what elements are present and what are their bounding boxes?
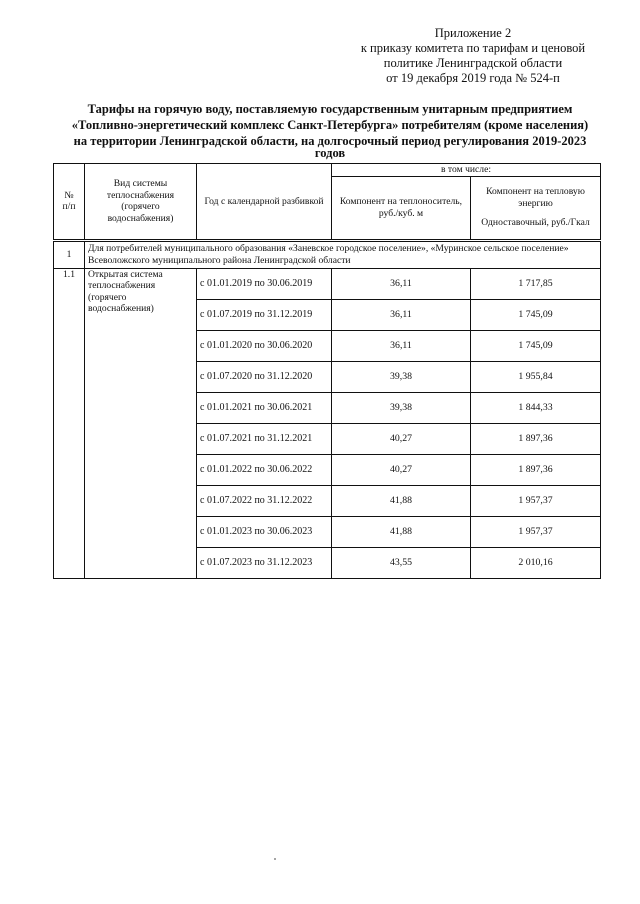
header-energy-label: Компонент на тепловую энергию xyxy=(486,186,585,209)
header-component-energy xyxy=(471,176,601,240)
header-num-line: п/п xyxy=(62,201,76,213)
period-cell: с 01.01.2023 по 30.06.2023 xyxy=(197,516,332,547)
energy-cell: 1 897,36 xyxy=(471,454,601,485)
period-cell: с 01.07.2021 по 31.12.2021 xyxy=(197,423,332,454)
carrier-cell: 36,11 xyxy=(332,268,471,299)
energy-cell: 1 897,36 xyxy=(471,423,601,454)
energy-cell: 1 957,37 xyxy=(471,485,601,516)
tariff-table xyxy=(53,163,601,579)
period-cell: с 01.01.2022 по 30.06.2022 xyxy=(197,454,332,485)
period-cell: с 01.01.2020 по 30.06.2020 xyxy=(197,330,332,361)
table-row xyxy=(54,268,601,299)
appendix-line: от 19 декабря 2019 года № 524-п xyxy=(386,71,560,85)
carrier-cell: 41,88 xyxy=(332,516,471,547)
group-row xyxy=(54,240,601,268)
period-cell: с 01.01.2021 по 30.06.2021 xyxy=(197,392,332,423)
carrier-cell: 36,11 xyxy=(332,330,471,361)
carrier-cell: 40,27 xyxy=(332,454,471,485)
carrier-cell: 39,38 xyxy=(332,361,471,392)
carrier-cell: 41,88 xyxy=(332,485,471,516)
energy-cell: 1 957,37 xyxy=(471,516,601,547)
header-num xyxy=(54,164,85,241)
energy-cell: 1 844,33 xyxy=(471,392,601,423)
energy-cell: 1 745,09 xyxy=(471,299,601,330)
document-title xyxy=(52,101,608,158)
header-including: в том числе: xyxy=(332,164,601,177)
carrier-cell: 39,38 xyxy=(332,392,471,423)
group-description: Для потребителей муниципального образования «Заневское городское поселение», «Муринское сельское поселение» Всеволожского муниципального района Ленинградской области xyxy=(85,240,601,268)
period-cell: с 01.07.2019 по 31.12.2019 xyxy=(197,299,332,330)
header-single-rate: Одноставочный, руб./Гкал xyxy=(481,217,590,229)
title-line: «Топливно-энергетический комплекс Санкт-Петербурга» потребителям (кроме населения) xyxy=(71,118,589,132)
subgroup-system: Открытая система теплоснабжения (горячего водоснабжения) xyxy=(85,268,197,578)
title-line: на территории Ленинградской области, на долгосрочный период регулирования 2019-2023 xyxy=(73,134,587,148)
title-line: годов xyxy=(314,146,346,160)
appendix-header xyxy=(348,26,598,86)
carrier-cell: 36,11 xyxy=(332,299,471,330)
subgroup-num: 1.1 xyxy=(54,268,85,578)
period-cell: с 01.07.2023 по 31.12.2023 xyxy=(197,547,332,578)
header-num-line: № xyxy=(64,189,74,201)
carrier-cell: 40,27 xyxy=(332,423,471,454)
appendix-line: политике Ленинградской области xyxy=(383,56,563,70)
period-cell: с 01.01.2019 по 30.06.2019 xyxy=(197,268,332,299)
period-cell: с 01.07.2022 по 31.12.2022 xyxy=(197,485,332,516)
energy-cell: 1 955,84 xyxy=(471,361,601,392)
energy-cell: 2 010,16 xyxy=(471,547,601,578)
title-line: Тарифы на горячую воду, поставляемую государственным унитарным предприятием xyxy=(87,102,573,116)
group-num: 1 xyxy=(54,240,85,268)
header-row xyxy=(54,164,601,177)
carrier-cell: 43,55 xyxy=(332,547,471,578)
appendix-line: Приложение 2 xyxy=(434,26,512,40)
header-system: Вид системы теплоснабжения (горячего водоснабжения) xyxy=(85,164,197,241)
appendix-line: к приказу комитета по тарифам и ценовой xyxy=(360,41,586,55)
period-cell: с 01.07.2020 по 31.12.2020 xyxy=(197,361,332,392)
header-component-carrier: Компонент на теплоноситель, руб./куб. м xyxy=(332,176,471,240)
energy-cell: 1 745,09 xyxy=(471,330,601,361)
energy-cell: 1 717,85 xyxy=(471,268,601,299)
header-year: Год с календарной разбивкой xyxy=(197,164,332,241)
scan-speck xyxy=(274,858,276,860)
